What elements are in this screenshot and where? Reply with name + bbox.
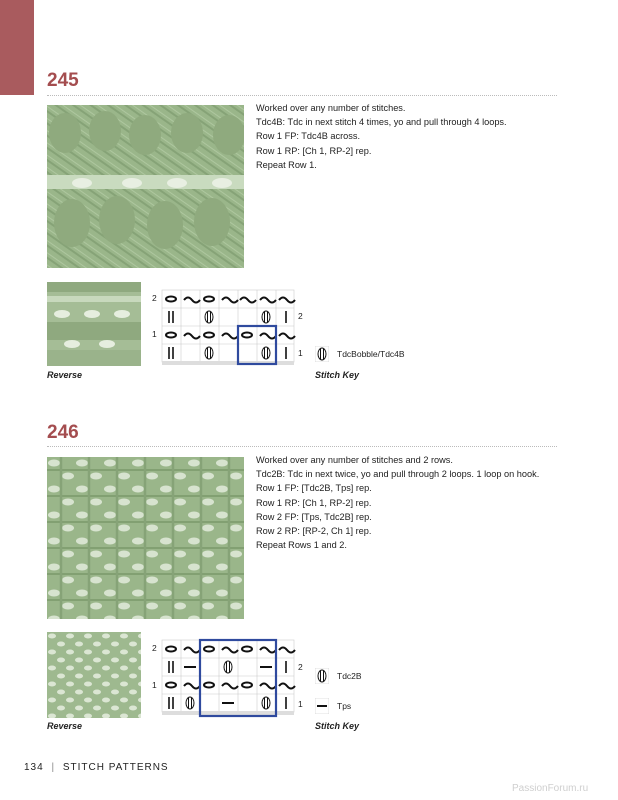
- pattern-number-245: 245: [47, 70, 79, 91]
- stitch-key-item: [315, 346, 405, 362]
- section-name: STITCH PATTERNS: [62, 762, 169, 773]
- row-label: 1: [298, 699, 303, 709]
- section-divider: [47, 95, 557, 96]
- instruction-line: Repeat Rows 1 and 2.: [256, 540, 347, 551]
- row-label: 2: [298, 662, 303, 672]
- corner-tab: [0, 0, 34, 95]
- row-label: 1: [152, 680, 157, 690]
- swatch-photo-246-front: [47, 457, 244, 619]
- instruction-line: Row 1 FP: Tdc4B across.: [256, 131, 360, 142]
- stitch-key-title-246: Stitch Key: [315, 721, 360, 731]
- stitch-key-item: [315, 668, 362, 684]
- key-label: Tps: [337, 701, 352, 711]
- stitch-key-title-245: Stitch Key: [315, 370, 360, 380]
- page-number: 134: [24, 762, 44, 773]
- key-label: TdcBobble/Tdc4B: [337, 349, 405, 359]
- instruction-line: Repeat Row 1.: [256, 159, 317, 170]
- section-divider: [47, 446, 557, 447]
- stitch-chart-245: [150, 288, 300, 368]
- bobble-symbol-icon: [315, 346, 329, 362]
- swatch-photo-245-reverse: [47, 282, 141, 366]
- instruction-line: Row 2 RP: [RP-2, Ch 1] rep.: [256, 526, 372, 537]
- instructions-246: [256, 453, 539, 552]
- page-footer: [24, 762, 169, 773]
- stitch-chart-246: [150, 638, 300, 720]
- instruction-line: Row 2 FP: [Tps, Tdc2B] rep.: [256, 511, 372, 522]
- instruction-line: Worked over any number of stitches.: [256, 103, 406, 113]
- bobble-symbol-icon: [315, 668, 329, 684]
- row-label: 1: [298, 348, 303, 358]
- instruction-line: Tdc4B: Tdc in next stitch 4 times, yo and pull through 4 loops.: [256, 117, 507, 128]
- row-label: 2: [298, 311, 303, 321]
- instruction-line: Row 1 FP: [Tdc2B, Tps] rep.: [256, 483, 372, 494]
- instruction-line: Row 1 RP: [Ch 1, RP-2] rep.: [256, 145, 372, 156]
- swatch-photo-245-front: [47, 105, 244, 268]
- footer-separator: |: [51, 762, 56, 773]
- watermark: PassionForum.ru: [512, 783, 589, 794]
- instruction-line: Tdc2B: Tdc in next twice, yo and pull through 2 loops. 1 loop on hook.: [256, 469, 540, 480]
- reverse-caption-245: Reverse: [47, 370, 83, 380]
- swatch-photo-246-reverse: [47, 632, 141, 718]
- row-label: 2: [152, 293, 157, 303]
- instruction-line: Row 1 RP: [Ch 1, RP-2] rep.: [256, 497, 372, 508]
- stitch-key-item: [315, 698, 351, 714]
- row-label: 2: [152, 643, 157, 653]
- dash-symbol-icon: [315, 698, 329, 714]
- key-label: Tdc2B: [337, 671, 362, 681]
- pattern-number-246: 246: [47, 422, 79, 443]
- instruction-line: Worked over any number of stitches and 2 rows.: [256, 455, 453, 465]
- instructions-245: [256, 101, 507, 172]
- row-label: 1: [152, 329, 157, 339]
- reverse-caption-246: Reverse: [47, 721, 83, 731]
